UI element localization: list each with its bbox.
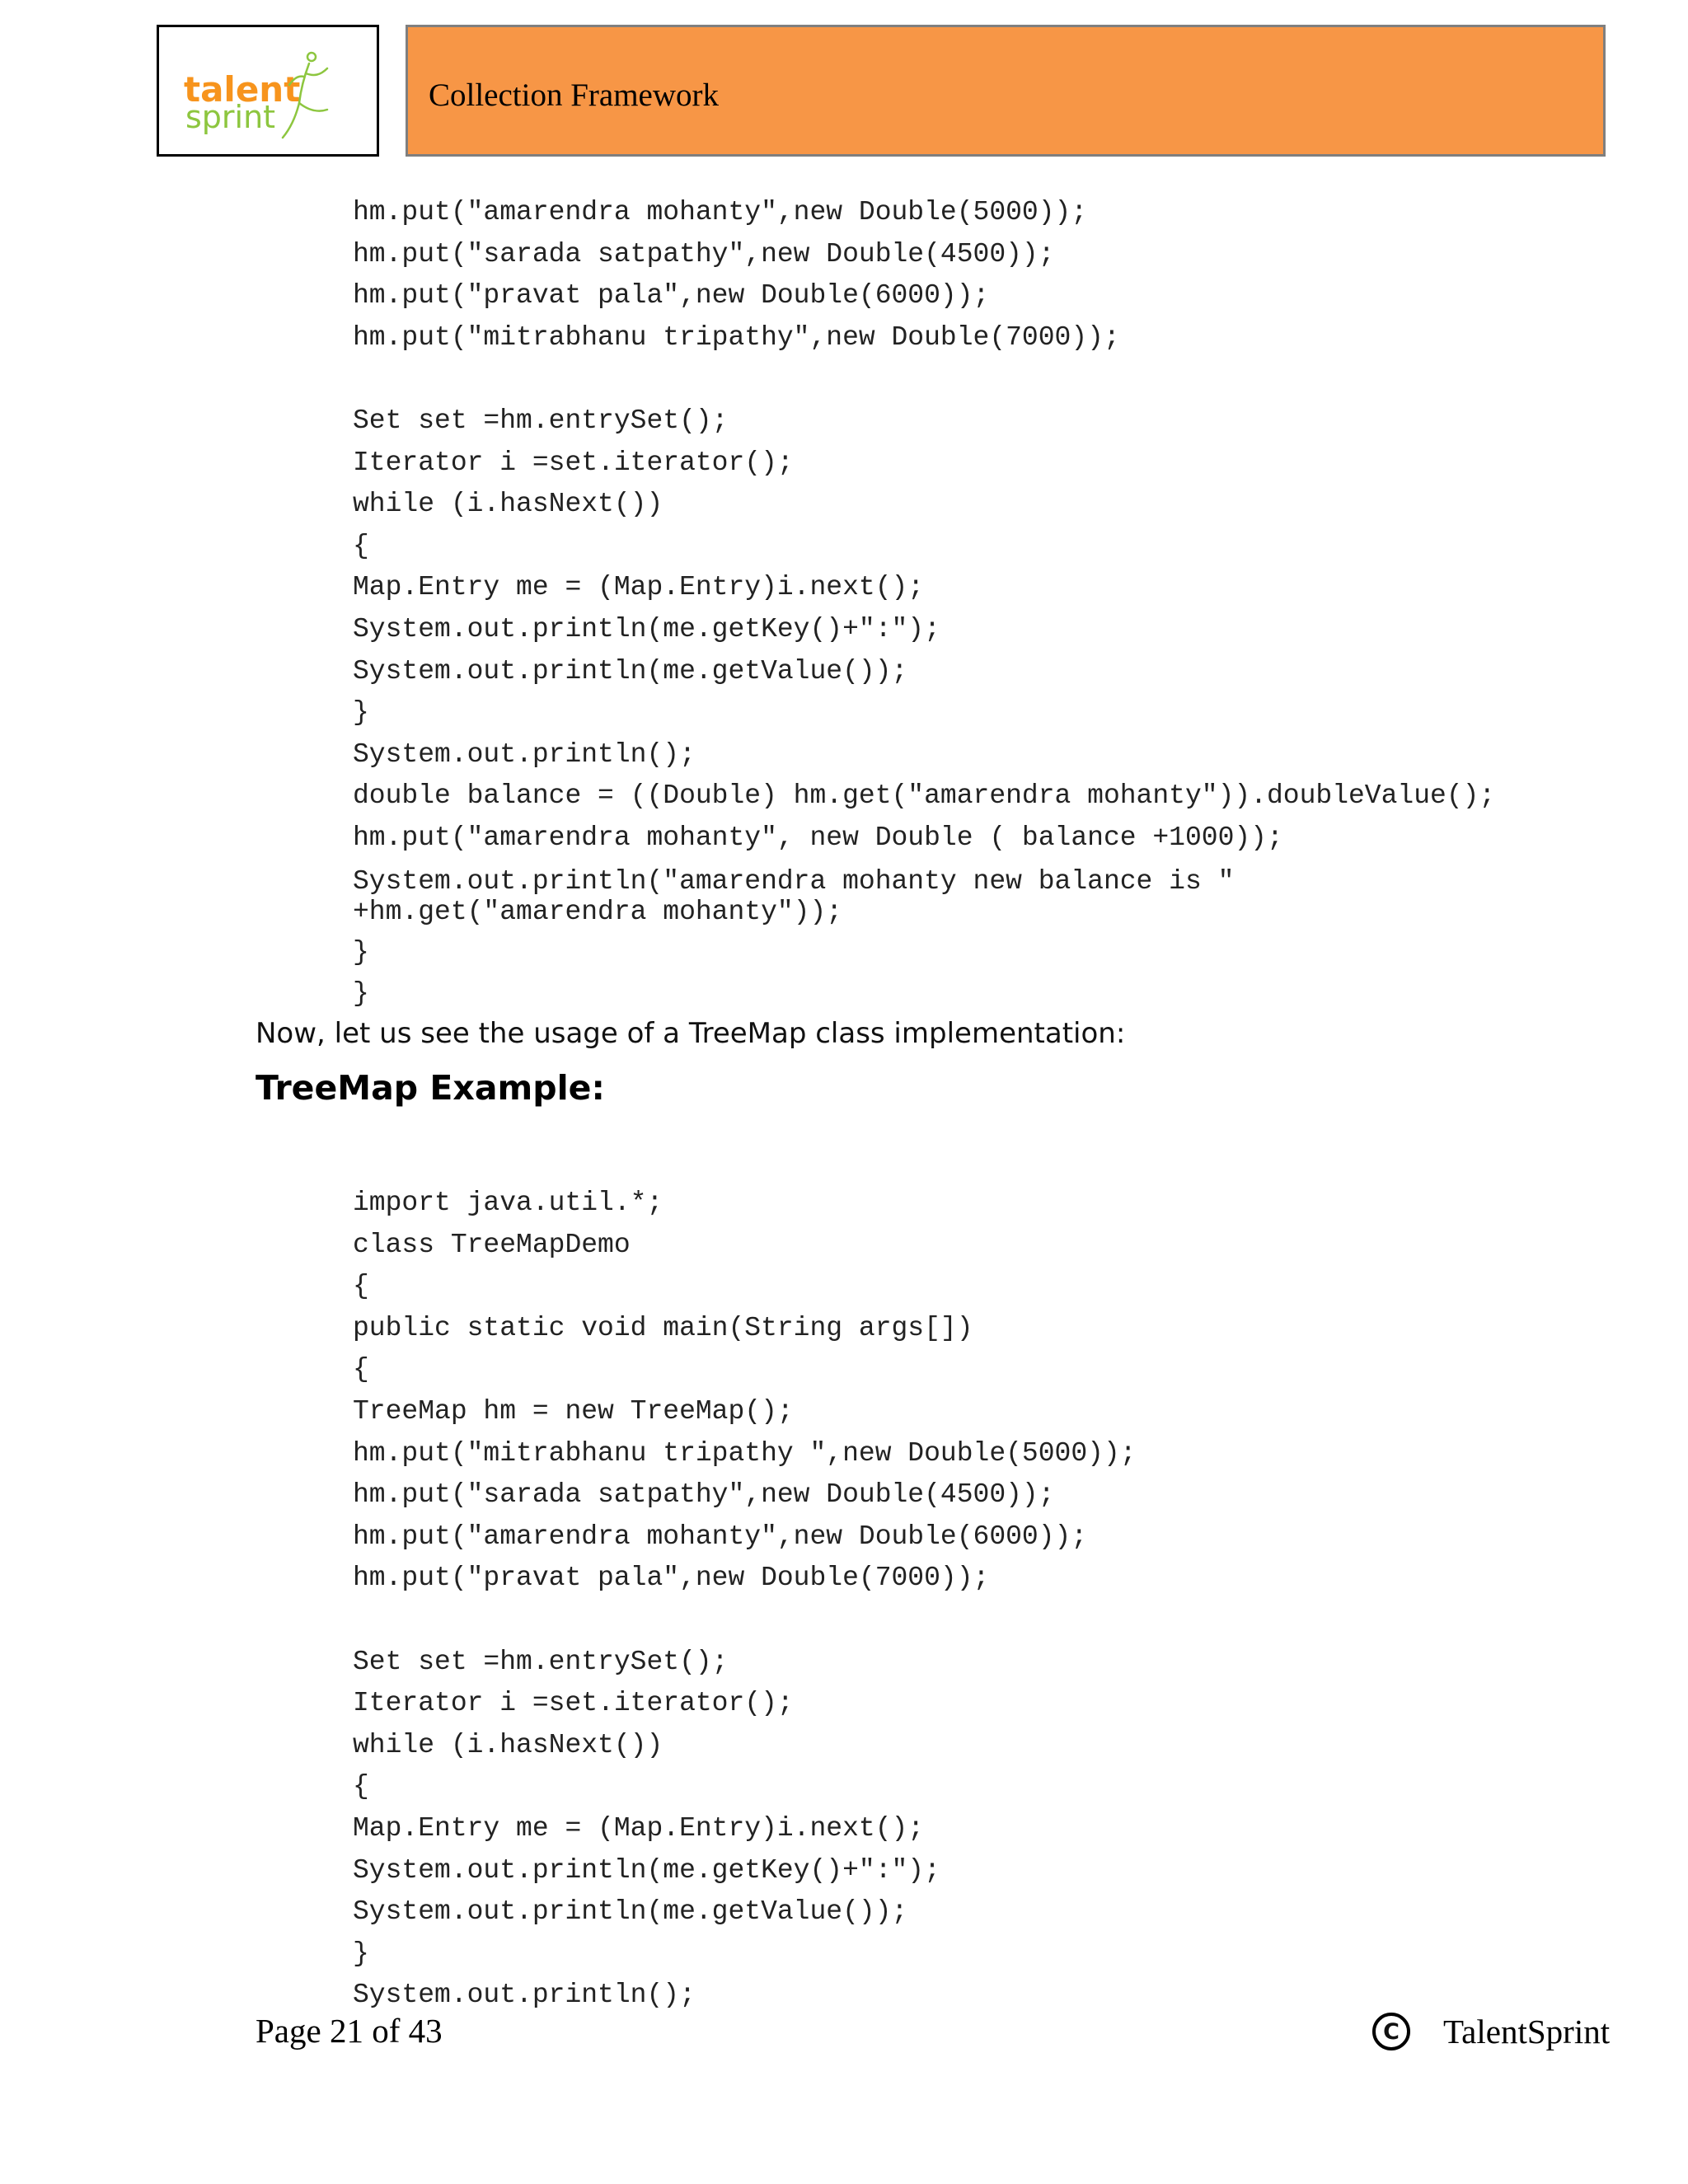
section-heading: TreeMap Example: xyxy=(256,1068,605,1108)
code-line: System.out.println(me.getValue()); xyxy=(353,1896,908,1928)
company-name: TalentSprint xyxy=(1443,2013,1611,2050)
code-line: Set set =hm.entrySet(); xyxy=(353,405,729,436)
code-line: System.out.println(); xyxy=(353,738,696,770)
code-line-wrapped: System.out.println("amarendra mohanty new balance is " +hm.get("amarendra mohanty")); xyxy=(353,865,1251,927)
code-line-blank xyxy=(353,359,1495,401)
code-line: System.out.println(me.getKey()+":"); xyxy=(353,1854,940,1886)
code-line: System.out.println(); xyxy=(353,1980,696,2011)
talentsprint-logo-icon xyxy=(159,27,377,154)
code-line: class TreeMapDemo xyxy=(353,1229,631,1260)
code-line: hm.put("pravat pala",new Double(7000)); xyxy=(353,1563,990,1594)
code-line: } xyxy=(353,936,369,968)
code-block-treemap xyxy=(353,1183,1137,2017)
code-line: public static void main(String args[]) xyxy=(353,1312,973,1343)
code-line: System.out.println(me.getKey()+":"); xyxy=(353,613,940,644)
code-line: while (i.hasNext()) xyxy=(353,489,663,520)
code-line: Map.Entry me = (Map.Entry)i.next(); xyxy=(353,1812,925,1844)
intro-paragraph: Now, let us see the usage of a TreeMap class implementation: xyxy=(256,1017,1126,1050)
code-line: { xyxy=(353,1354,369,1385)
code-line: } xyxy=(353,697,369,729)
code-line: { xyxy=(353,1271,369,1302)
logo-word-sprint: sprint xyxy=(185,99,276,135)
logo-word-talent: talent xyxy=(184,69,301,110)
code-block-hashmap xyxy=(353,192,1495,1015)
code-line: import java.util.*; xyxy=(353,1188,663,1218)
code-line: double balance = ((Double) hm.get("amarendra mohanty")).doubleValue(); xyxy=(353,780,1496,812)
code-line: { xyxy=(353,530,369,561)
code-line: } xyxy=(353,1938,369,1969)
code-line: TreeMap hm = new TreeMap(); xyxy=(353,1395,794,1427)
code-line: { xyxy=(353,1771,369,1802)
code-line: System.out.println(me.getValue()); xyxy=(353,655,908,687)
header-title: Collection Framework xyxy=(429,77,720,113)
code-line: Map.Entry me = (Map.Entry)i.next(); xyxy=(353,572,925,603)
document-header-bar xyxy=(406,25,1606,157)
copyright-icon: C xyxy=(1372,2013,1410,2050)
code-line: hm.put("mitrabhanu tripathy ",new Double(5000)); xyxy=(353,1437,1137,1469)
code-line: hm.put("amarendra mohanty",new Double(6000)); xyxy=(353,1521,1088,1552)
code-line: Set set =hm.entrySet(); xyxy=(353,1646,729,1677)
code-line: hm.put("amarendra mohanty", new Double ( balance +1000)); xyxy=(353,822,1283,853)
code-line: hm.put("amarendra mohanty",new Double(5000)); xyxy=(353,197,1088,227)
code-line: hm.put("pravat pala",new Double(6000)); xyxy=(353,280,990,312)
code-line: hm.put("mitrabhanu tripathy",new Double(7000)); xyxy=(353,321,1120,353)
code-line: Iterator i =set.iterator(); xyxy=(353,447,794,478)
page-number: Page 21 of 43 xyxy=(256,2012,443,2050)
code-line: hm.put("sarada satpathy",new Double(4500)); xyxy=(353,238,1055,269)
code-line-blank xyxy=(353,1600,1137,1642)
company-logo xyxy=(157,25,379,157)
code-line: Iterator i =set.iterator(); xyxy=(353,1688,794,1719)
copyright-notice xyxy=(1372,2012,1610,2051)
code-line: } xyxy=(353,978,369,1010)
code-line: while (i.hasNext()) xyxy=(353,1729,663,1760)
code-line: hm.put("sarada satpathy",new Double(4500)); xyxy=(353,1479,1055,1511)
